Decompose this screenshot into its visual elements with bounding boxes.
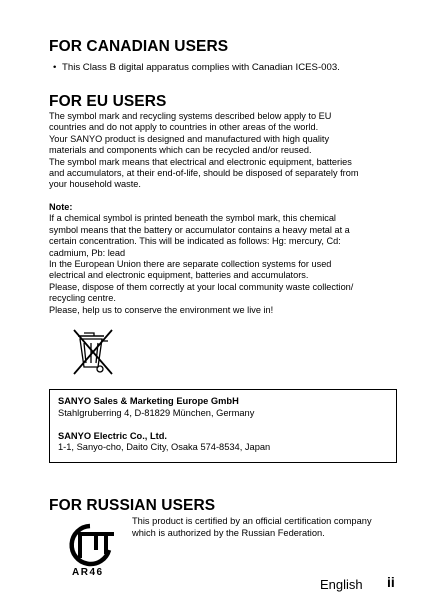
russian-heading: FOR RUSSIAN USERS xyxy=(49,497,216,514)
company-name: SANYO Electric Co., Ltd. xyxy=(58,430,167,441)
crossed-out-wheelie-bin-icon xyxy=(64,327,122,377)
eu-line: The symbol mark and recycling systems described below apply to EU xyxy=(49,111,332,121)
note-line: If a chemical symbol is printed beneath the symbol mark, this chemical xyxy=(49,213,336,224)
russian-line: This product is certified by an official certification company xyxy=(132,516,372,526)
note-line: cadmium, Pb: lead xyxy=(49,247,126,258)
note-line: Please, help us to conserve the environment we live in! xyxy=(49,304,274,315)
note-label: Note: xyxy=(49,202,73,212)
spacer xyxy=(58,419,396,431)
note-line: electrical and electronic equipment, batteries and accumulators. xyxy=(49,270,309,281)
company-address: Stahlgruberring 4, D-81829 München, Germany xyxy=(58,407,255,418)
company-address: 1-1, Sanyo-cho, Daito City, Osaka 574-8534, Japan xyxy=(58,442,271,453)
eu-line: Your SANYO product is designed and manufactured with high quality xyxy=(49,133,330,144)
eu-line: and accumulators, at their end-of-life, should be disposed of separately from xyxy=(49,168,359,179)
note-line: Please, dispose of them correctly at your local community waste collection/ xyxy=(49,281,354,292)
note-line: certain concentration. This will be indicated as follows: Hg: mercury, Cd: xyxy=(49,236,341,247)
eu-heading: FOR EU USERS xyxy=(49,93,167,110)
page-number: ii xyxy=(387,574,395,590)
certification-code: AR46 xyxy=(72,567,104,578)
eu-paragraph xyxy=(49,111,399,191)
russian-paragraph xyxy=(132,515,372,539)
note-line: recycling centre. xyxy=(49,293,116,304)
bullet-icon: • xyxy=(53,62,57,73)
canadian-bullet xyxy=(53,62,340,74)
pct-certification-mark-icon xyxy=(62,520,116,568)
eu-line: materials and components which can be recycled and/or reused. xyxy=(49,145,312,156)
russian-line: which is authorized by the Russian Federation. xyxy=(132,528,325,538)
canadian-heading: FOR CANADIAN USERS xyxy=(49,38,229,55)
address-box xyxy=(49,389,397,463)
company-name: SANYO Sales & Marketing Europe GmbH xyxy=(58,396,239,406)
note-line: symbol means that the battery or accumulator contains a heavy metal at a xyxy=(49,224,350,235)
note-line: In the European Union there are separate collection systems for used xyxy=(49,259,332,270)
eu-note xyxy=(49,202,399,316)
eu-line: The symbol mark means that electrical and electronic equipment, batteries xyxy=(49,156,352,167)
eu-line: countries and do not apply to countries in other areas of the world. xyxy=(49,122,319,133)
canadian-bullet-text: This Class B digital apparatus complies with Canadian ICES-003. xyxy=(62,62,340,73)
eu-line: your household waste. xyxy=(49,179,141,190)
footer-language: English xyxy=(320,577,363,592)
